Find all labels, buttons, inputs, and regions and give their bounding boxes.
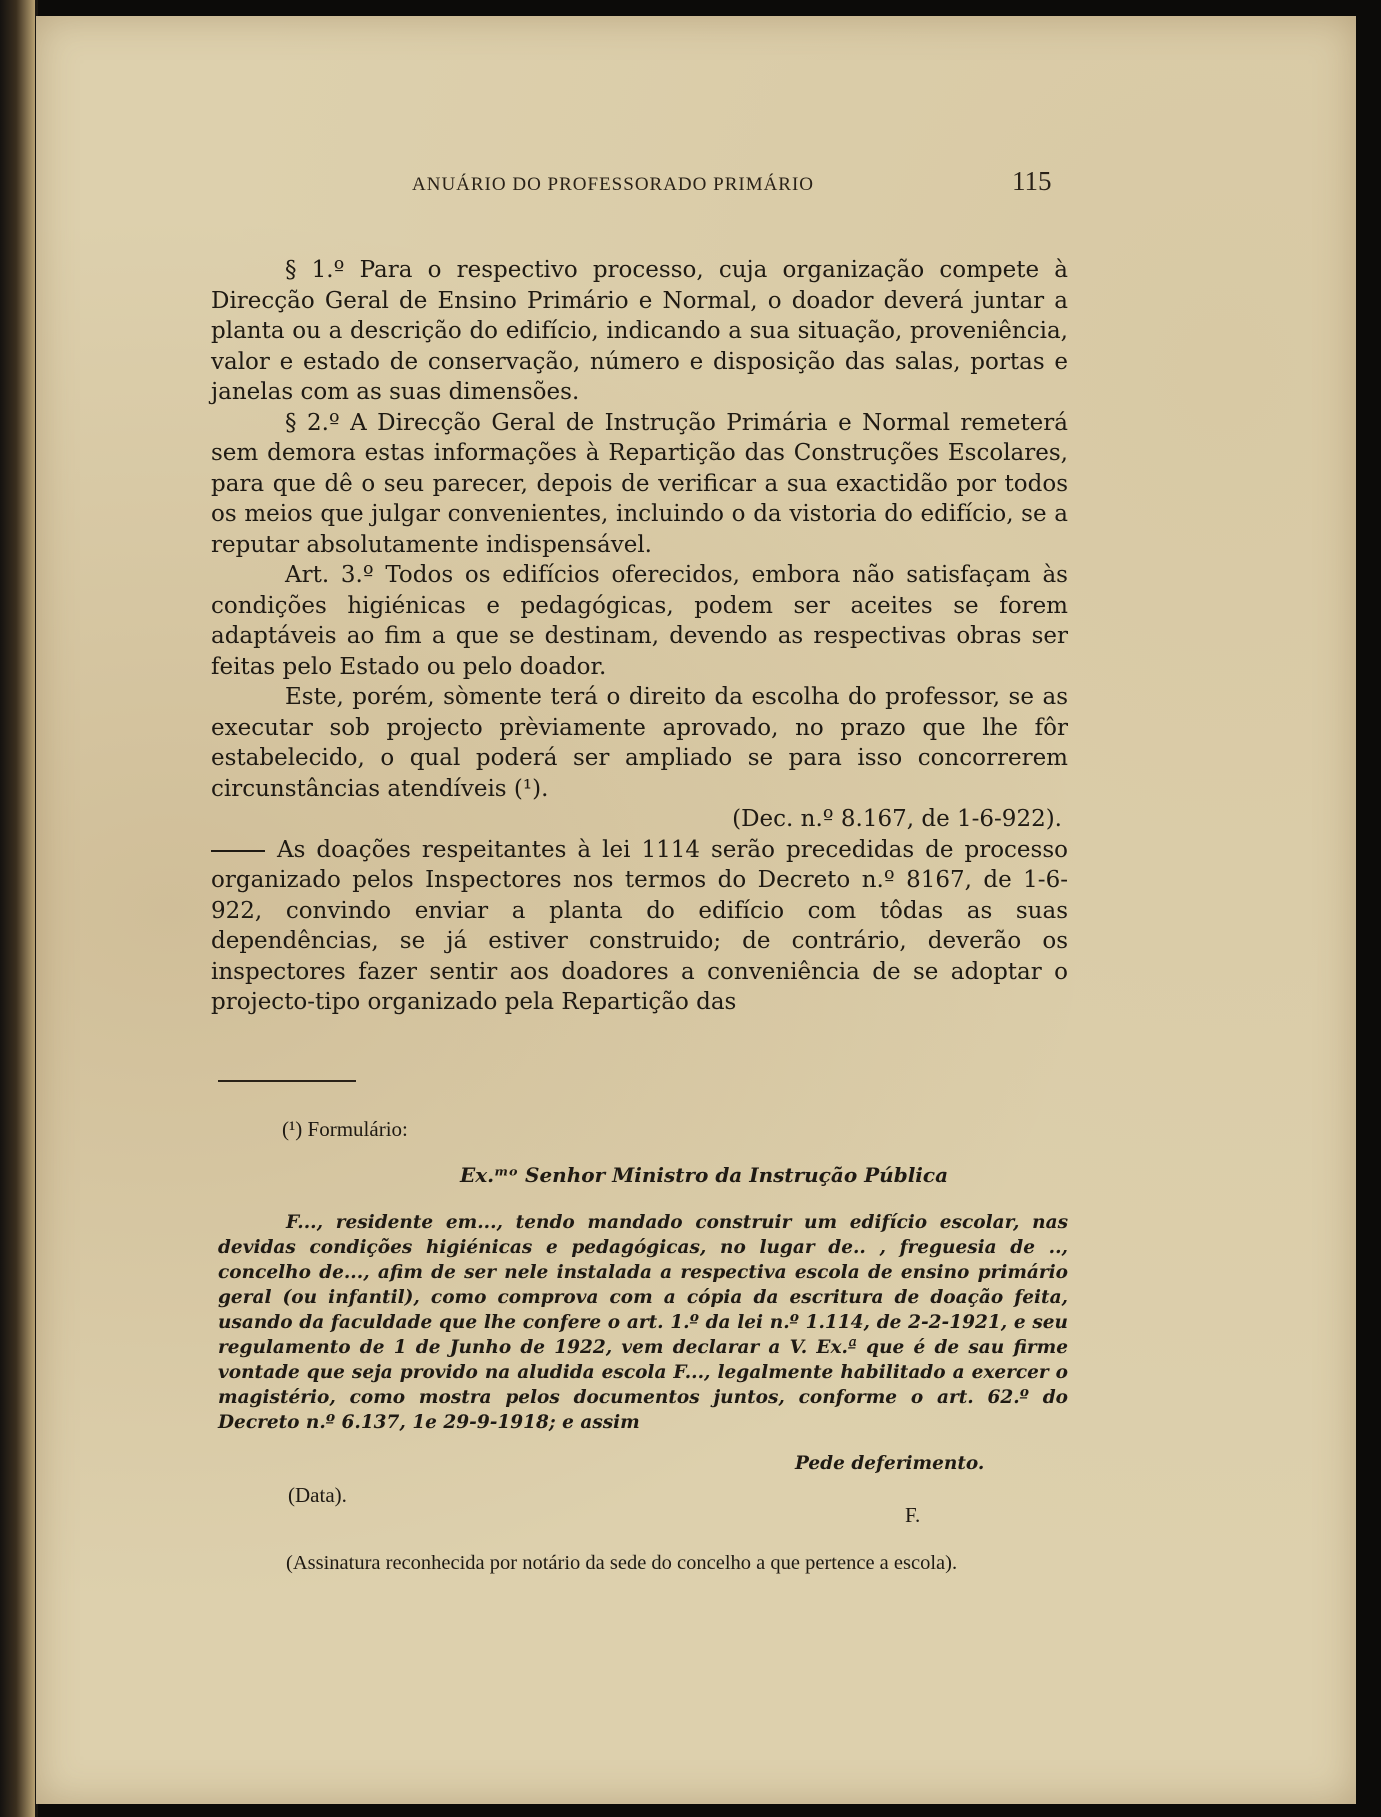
footnote-separator bbox=[218, 1080, 356, 1082]
page-number: 115 bbox=[1012, 166, 1052, 196]
footnote-signature-note: (Assinatura reconhecida por notário da sede do concelho a que pertence a escola). bbox=[286, 1552, 958, 1574]
footnote-signature: F. bbox=[905, 1503, 921, 1527]
paragraph: Art. 3.º Todos os edifícios oferecidos, embora não satisfaçam às condições higiénicas e pedagógicas, podem ser aceites se forem adaptáveis ao fim a que se destinam, devendo as respectivas obras ser feitas pelo Estado ou pelo doador. bbox=[211, 562, 1068, 680]
footnote-salutation: Ex.ᵐᵒ Senhor Ministro da Instrução Pública bbox=[460, 1163, 949, 1187]
running-header: ANUÁRIO DO PROFESSORADO PRIMÁRIO bbox=[412, 174, 815, 195]
paragraph: § 1.º Para o respectivo processo, cuja organização compete à Direcção Geral de Ensino Primário e Normal, o doador deverá juntar a planta ou a descrição do edifício, indicando a sua situação, proveniência, valor e estado de conservação, número e disposição das salas, portas e janelas com as suas dimensões. bbox=[211, 257, 1068, 405]
main-text bbox=[211, 255, 1068, 1018]
footnote-form-body: F..., residente em..., tendo mandado construir um edifício escolar, nas devidas condições higiénicas e pedagógicas, no lugar de.. , freguesia de .., concelho de..., afim de ser nele instalada a respectiva escola de ensino primário geral (ou infantil), como comprova com a cópia da escritura de doação feita, usando da faculdade que lhe confere o art. 1.º da lei n.º 1.114, de 2-2-1921, e seu regulamento de 1 de Junho de 1922, vem declarar a V. Ex.ª que é de sau firme vontade que seja provido na aludida escola F..., legalmente habilitado a exercer o magistério, como mostra pelos documentos juntos, conforme o art. 62.º do Decreto n.º 6.137, 1e 29-9-1918; e assim bbox=[218, 1212, 1068, 1433]
footnote-closing: Pede deferimento. bbox=[795, 1453, 985, 1474]
footnote-date: (Data). bbox=[288, 1483, 347, 1507]
paragraph: § 2.º A Direcção Geral de Instrução Primária e Normal remeterá sem demora estas informações à Repartição das Construções Escolares, para que dê o seu parecer, depois de verificar a sua exactidão por todos os meios que julgar convenientes, incluindo o da vistoria do edifício, se a reputar absolutamente indispensável. bbox=[211, 409, 1068, 558]
decree-citation: (Dec. n.º 8.167, de 1-6-922). bbox=[732, 806, 1062, 832]
em-dash-rule bbox=[211, 850, 265, 852]
dash-paragraph-text: As doações respeitantes à lei 1114 serão precedidas de processo organizado pelos Inspectores nos termos do Decreto n.º 8167, de 1-6-922, convindo enviar a planta do edifício com tôdas as suas dependências, se já estiver construido; de contrário, deverão os inspectores fazer sentir aos doadores a conveniência de se adoptar o projecto-tipo organizado pela Repartição das bbox=[211, 836, 1068, 1015]
paragraph: Este, porém, sòmente terá o direito da escolha do professor, se as executar sob projecto prèviamente aprovado, no prazo que lhe fôr estabelecido, o qual poderá ser ampliado se para isso concorrerem circunstâncias atendíveis (¹). bbox=[211, 684, 1068, 802]
footnote-label: (¹) Formulário: bbox=[282, 1117, 408, 1141]
binding-edge bbox=[0, 0, 36, 1817]
dash-paragraph bbox=[211, 835, 1068, 1018]
